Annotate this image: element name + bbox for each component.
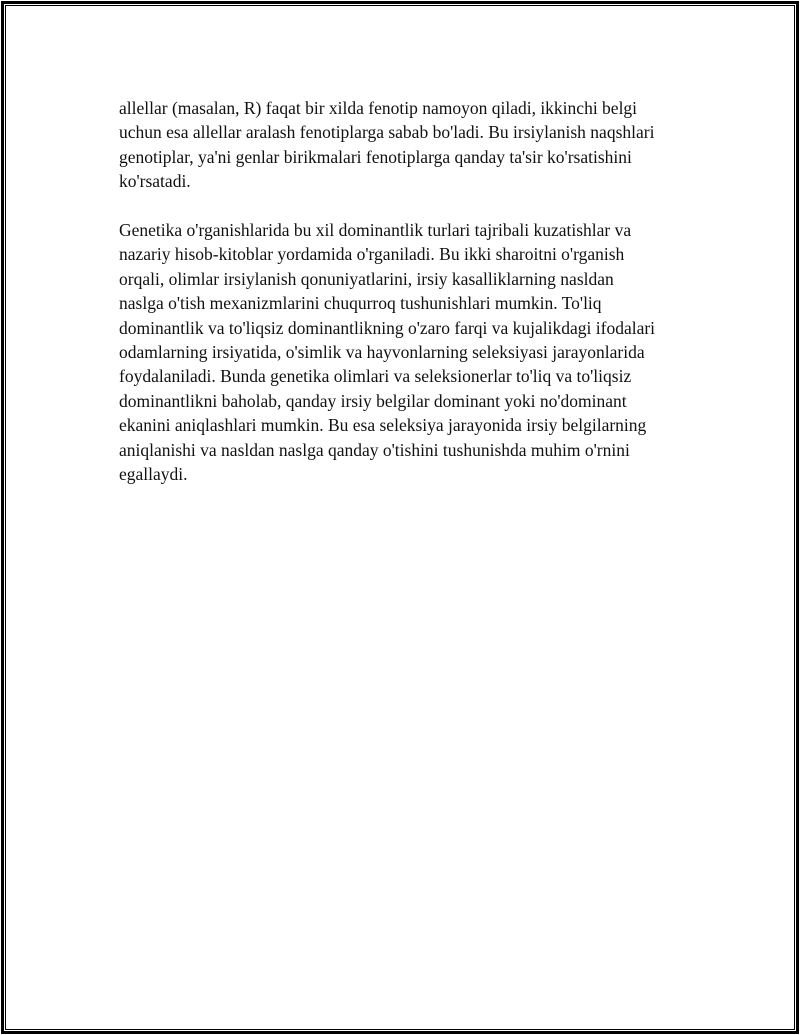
text-line: foydalaniladi. Bunda genetika olimlari va seleksionerlar to'liq va to'liqsiz [119, 366, 632, 387]
document-body [119, 96, 709, 486]
text-line: nazariy hisob-kitoblar yordamida o'rganiladi. Bu ikki sharoitni o'rganish [119, 244, 625, 265]
text-line: egallaydi. [119, 464, 188, 485]
paragraph-1 [119, 96, 709, 194]
text-line: ekanini aniqlashlari mumkin. Bu esa seleksiya jarayonida irsiy belgilarning [119, 415, 647, 436]
text-line: Genetika o'rganishlarida bu xil dominantlik turlari tajribali kuzatishlar va [119, 220, 632, 241]
text-line: genotiplar, ya'ni genlar birikmalari fenotiplarga qanday ta'sir ko'rsatishini [119, 146, 632, 167]
paragraph-2 [119, 218, 709, 486]
text-line: ko'rsatadi. [119, 171, 191, 192]
text-line: dominantlik va to'liqsiz dominantlikning o'zaro farqi va kujalikdagi ifodalari [119, 317, 656, 338]
text-line: odamlarning irsiyatida, o'simlik va hayvonlarning seleksiyasi jarayonlarida [119, 342, 645, 363]
text-line: aniqlanishi va nasldan naslga qanday o'tishini tushunishda muhim o'rnini [119, 439, 630, 460]
text-line: orqali, olimlar irsiylanish qonuniyatlarini, irsiy kasalliklarning nasldan [119, 268, 614, 289]
page-frame [1, 1, 799, 1034]
text-line: uchun esa allellar aralash fenotiplarga sabab bo'ladi. Bu irsiylanish naqshlari [119, 122, 655, 143]
text-line: naslga o'tish mexanizmlarini chuqurroq tushunishlari mumkin. To'liq [119, 293, 602, 314]
text-line: allellar (masalan, R) faqat bir xilda fenotip namoyon qiladi, ikkinchi belgi [119, 98, 638, 118]
text-line: dominantlikni baholab, qanday irsiy belgilar dominant yoki no'dominant [119, 390, 627, 411]
